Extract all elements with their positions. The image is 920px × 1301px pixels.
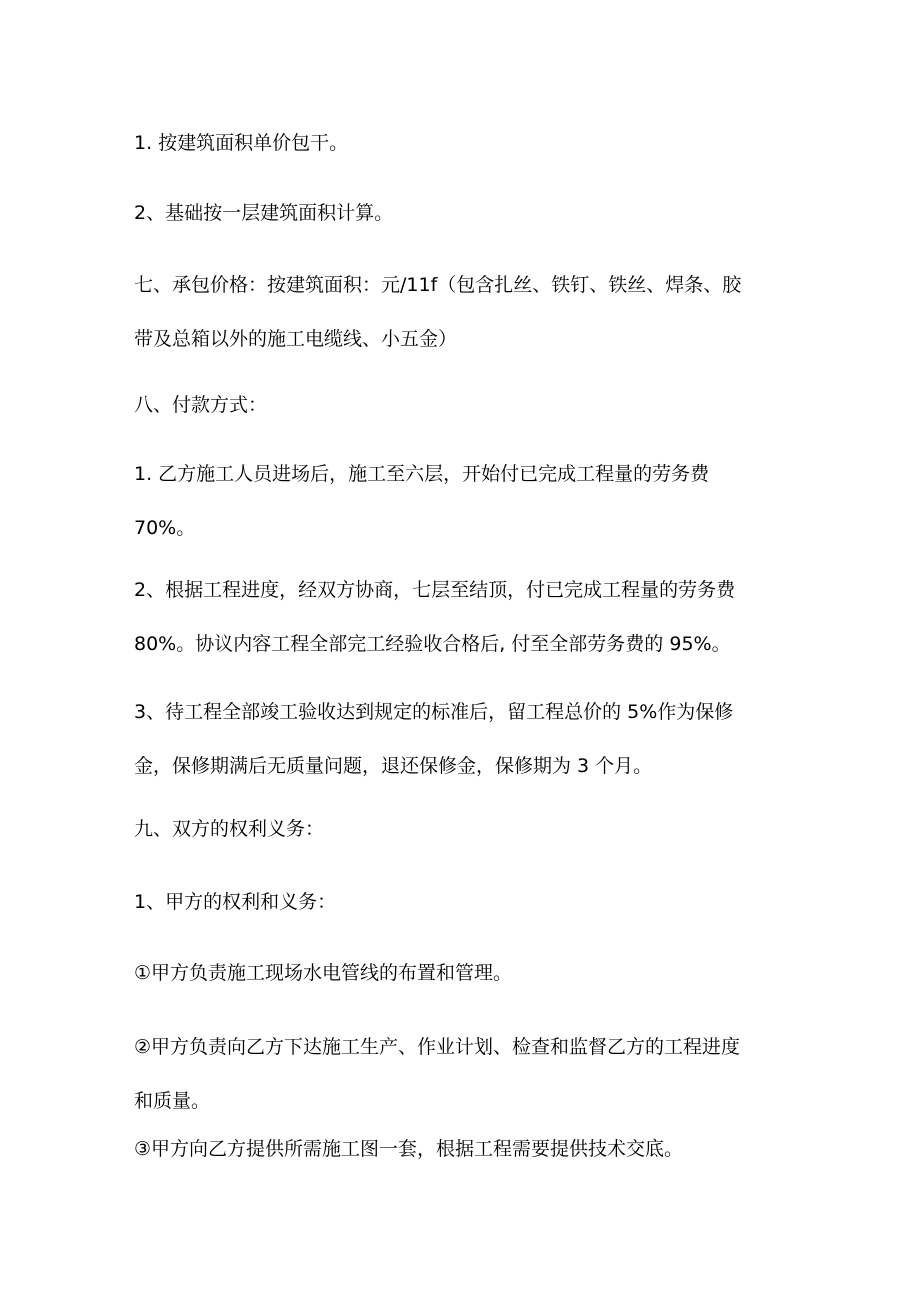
text-line: 3、待工程全部竣工验收达到规定的标准后，留工程总价的 5%作为保修 <box>134 701 734 723</box>
text-line: 九、双方的权利义务： <box>134 818 325 840</box>
paragraph-lump-sum-pricing <box>134 116 784 170</box>
heading-party-a-rights <box>134 875 784 929</box>
heading-rights-obligations <box>134 802 784 856</box>
text-line: ①甲方负责施工现场水电管线的布置和管理。 <box>134 962 513 984</box>
text-line: 和质量。 <box>134 1090 211 1112</box>
text-line: 2、根据工程进度，经双方协商，七层至结顶，付已完成工程量的劳务费 <box>134 579 736 601</box>
paragraph-foundation-area <box>134 186 784 240</box>
text-line: ③甲方向乙方提供所需施工图一套，根据工程需要提供技术交底。 <box>134 1138 684 1160</box>
text-line: 1. 按建筑面积单价包干。 <box>134 132 349 154</box>
text-line: 金，保修期满后无质量问题，退还保修金，保修期为 3 个月。 <box>134 755 653 777</box>
paragraph-party-a-item-3 <box>134 1122 784 1176</box>
paragraph-party-a-item-2 <box>134 1020 784 1128</box>
paragraph-party-a-item-1 <box>134 946 784 1000</box>
paragraph-warranty-deposit <box>134 685 784 793</box>
heading-payment-method <box>134 378 784 432</box>
paragraph-payment-2 <box>134 563 784 671</box>
text-line: 带及总箱以外的施工电缆线、小五金） <box>134 328 458 350</box>
text-line: 70%。 <box>134 517 196 539</box>
text-line: 80%。协议内容工程全部完工经验收合格后, 付至全部劳务费的 95%。 <box>134 633 731 655</box>
text-line: 1. 乙方施工人员进场后，施工至六层，开始付已完成工程量的劳务费 <box>134 463 710 485</box>
text-line: ②甲方负责向乙方下达施工生产、作业计划、检查和监督乙方的工程进度 <box>134 1036 741 1058</box>
text-line: 八、付款方式： <box>134 394 268 416</box>
paragraph-contract-price <box>134 258 784 366</box>
paragraph-payment-1 <box>134 447 784 555</box>
text-line: 七、承包价格：按建筑面积：元/11f（包含扎丝、铁钉、铁丝、焊条、胶 <box>134 274 742 296</box>
text-line: 1、甲方的权利和义务： <box>134 891 337 913</box>
text-line: 2、基础按一层建筑面积计算。 <box>134 202 394 224</box>
